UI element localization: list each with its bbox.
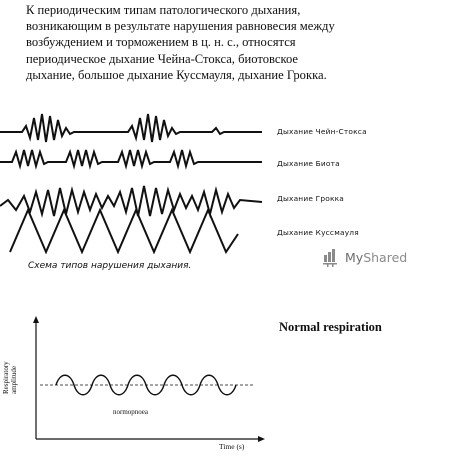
paragraph-line-1: К периодическим типам патологического дыхания,	[26, 3, 301, 17]
x-axis-arrow	[258, 436, 265, 442]
myshared-logo	[322, 247, 407, 267]
scheme-caption: Схема типов нарушения дыхания.	[28, 261, 192, 271]
paragraph-line-4: периодическое дыхание Чейна-Стокса, биотовское	[26, 51, 298, 66]
kussmaul-wave	[10, 210, 238, 252]
label-kussmaul: Дыхание Куссмауля	[277, 228, 359, 237]
myshared-logo-text: MyShared	[345, 249, 408, 265]
paragraph	[26, 2, 446, 83]
normopnoea-annotation: normopnoea	[113, 408, 148, 416]
paragraph-line-2: возникающим в результате нарушения равновесия между	[26, 19, 335, 34]
label-grocco: Дыхание Грокка	[277, 194, 345, 203]
label-cheyne-stokes: Дыхание Чейн-Стокса	[277, 127, 367, 136]
y-axis-arrow	[33, 316, 39, 323]
breathing-waveforms	[0, 104, 452, 254]
biot-wave	[0, 150, 262, 166]
y-axis-label: Respiratory amplitude	[2, 361, 18, 394]
paragraph-line-3: возбуждением и торможением в ц. н. с., относятся	[26, 35, 296, 50]
myshared-logo-icon	[322, 247, 342, 267]
label-biot: Дыхание Биота	[277, 159, 340, 168]
cheyne-stokes-wave	[0, 114, 262, 142]
x-axis-label: Time (s)	[219, 442, 245, 451]
normal-respiration-title: Normal respiration	[279, 320, 382, 334]
paragraph-line-5: дыхание, большое дыхание Куссмауля, дыхание Грокка.	[26, 67, 327, 82]
grocco-wave	[0, 186, 262, 216]
normal-respiration-plot	[0, 312, 270, 452]
